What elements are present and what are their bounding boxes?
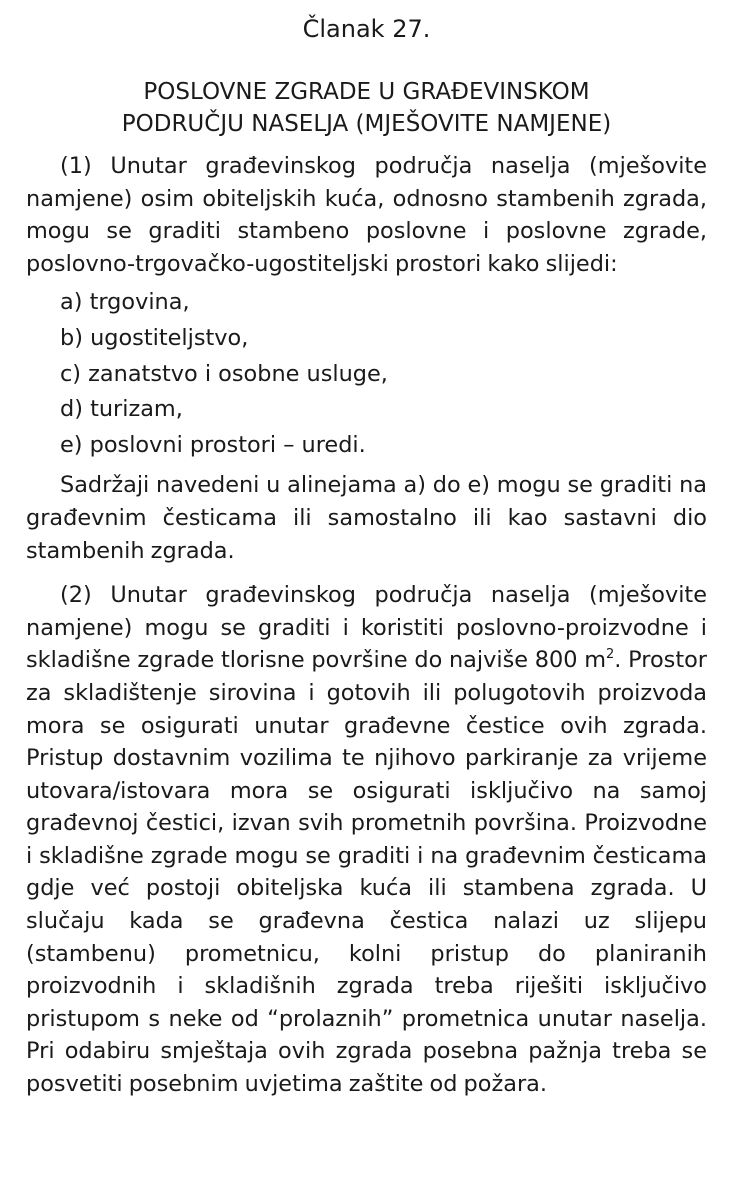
article-title-line-2: PODRUČJU NASELJA (MJEŠOVITE NAMJENE) (121, 111, 612, 137)
article-title-line-1: POSLOVNE ZGRADE U GRAĐEVINSKOM (143, 79, 590, 105)
list-item: d) turizam, (60, 396, 183, 423)
use-list (26, 285, 707, 463)
paragraph-2-part-1: (2) Unutar građevinskog područja naselja (mješovite namjene) mogu se graditi i koristiti poslovno-proizvodne i skladišne zgrade tlorisne površine do najviše 800 m (26, 582, 707, 674)
paragraph-2 (26, 579, 707, 1101)
list-item: a) trgovina, (60, 289, 190, 316)
list-item: b) ugostiteljstvo, (60, 324, 249, 351)
list-item: e) poslovni prostori – uredi. (60, 431, 366, 458)
area-unit-superscript: 2 (606, 647, 615, 663)
article-title (26, 76, 707, 140)
paragraph-1-intro: (1) Unutar građevinskog područja naselja (mješovite namjene) osim obiteljskih kuća, odnosno stambenih zgrada, mogu se graditi stambeno poslovne i poslovne zgrade, poslovno-trgovačko-ugostiteljski prostori kako slijedi: (26, 153, 707, 277)
list-item: c) zanatstvo i osobne usluge, (60, 360, 388, 387)
paragraph-1-closing: Sadržaji navedeni u alinejama a) do e) mogu se graditi na građevnim česticama ili samostalno ili kao sastavni dio stambenih zgrada. (26, 472, 707, 564)
article-number: Članak 27. (302, 15, 431, 43)
paragraph-2-part-2: . Prostor za skladištenje sirovina i gotovih ili polugotovih proizvoda mora se osigurati unutar građevne čestice ovih zgrada. Pristup dostavnim vozilima te njihovo parkiranje za vrijeme utovara/istovara mora se osigurati isključivo na samoj građevnoj čestici, izvan svih prometnih površina. Proizvodne i skladišne zgrade mogu se graditi i na građevnim česticama gdje već postoji obiteljska kuća ili stambena zgrada. U slučaju kada se građevna čestica nalazi uz slijepu (stambenu) prometnicu, kolni pristup do planiranih proizvodnih i skladišnih zgrada treba riješiti isključivo pristupom s neke od “prolaznih” prometnica unutar naselja. Pri odabiru smještaja ovih zgrada posebna pažnja treba se posvetiti posebnim uvjetima zaštite od požara. (26, 647, 707, 1098)
